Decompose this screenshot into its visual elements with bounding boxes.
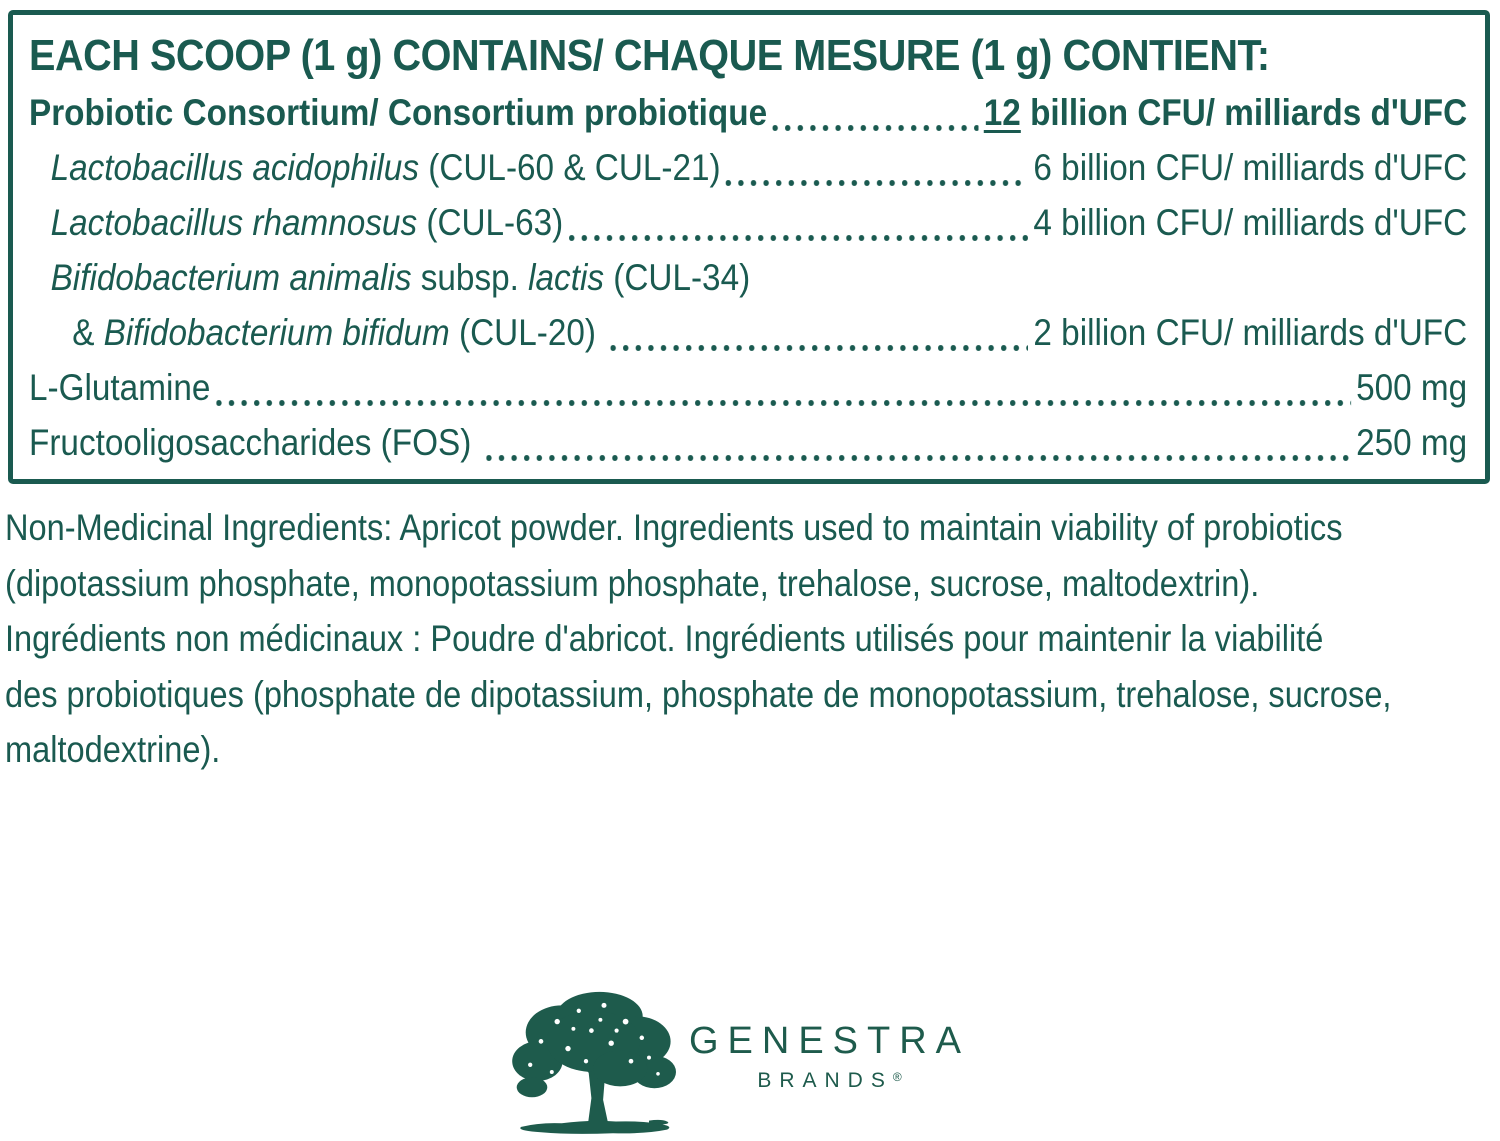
logo-sub-text: BRANDS — [757, 1069, 893, 1092]
ingredient-row — [29, 250, 1467, 305]
ingredient-name — [29, 415, 481, 470]
ingredient-rows — [29, 85, 1467, 470]
ingredient-amount — [1033, 305, 1467, 360]
text-fragment: Bifidobacterium bifidum — [103, 312, 450, 353]
notes-line-en-2: (dipotassium phosphate, monopotassium phosphate, trehalose, sucrose, maltodextrin). — [5, 562, 1260, 604]
ingredient-amount — [1356, 360, 1467, 415]
ingredient-row — [29, 140, 1467, 195]
text-fragment: Lactobacillus acidophilus — [50, 147, 419, 188]
text-fragment: (CUL-63) — [417, 202, 564, 243]
genestra-brands-logo — [505, 985, 972, 1141]
leader-dots — [486, 415, 1351, 470]
ingredient-amount — [1033, 140, 1467, 195]
text-fragment: 12 — [983, 92, 1021, 133]
text-fragment: 6 billion CFU/ milliards d'UFC — [1033, 147, 1468, 188]
text-fragment: L-Glutamine — [29, 367, 211, 408]
text-fragment: billion CFU/ milliards d'UFC — [1020, 92, 1468, 133]
notes-line-fr-1: Ingrédients non médicinaux : Poudre d'abricot. Ingrédients utilisés pour maintenir la viabilité — [5, 618, 1324, 659]
notes-line-en-1: Non-Medicinal Ingredients: Apricot powder. Ingredients used to maintain viability of probiotics — [5, 507, 1343, 548]
ingredient-row — [29, 85, 1467, 140]
notes-line-fr-2: des probiotiques (phosphate de dipotassium, phosphate de monopotassium, trehalose, sucrose, — [5, 673, 1392, 715]
leader-dots — [611, 305, 1028, 360]
panel-title: EACH SCOOP (1 g) CONTAINS/ CHAQUE MESURE (1 g) CONTIENT: — [29, 31, 1270, 80]
text-fragment: Probiotic Consortium/ Consortium probiotique — [29, 92, 768, 133]
ingredient-name — [29, 360, 210, 415]
text-fragment: Fructooligosaccharides (FOS) — [29, 422, 481, 463]
text-fragment: 500 mg — [1356, 367, 1468, 408]
text-fragment: (CUL-60 & CUL-21) — [418, 147, 721, 188]
panel-content — [29, 27, 1467, 470]
leader-dots — [773, 85, 979, 140]
logo-brand-name: GENESTRA — [688, 1020, 971, 1062]
text-fragment: Bifidobacterium animalis — [50, 257, 412, 298]
ingredient-amount — [984, 85, 1467, 140]
ingredient-row — [29, 415, 1467, 470]
supplement-facts-panel — [8, 10, 1490, 484]
logo-wordmark — [687, 1019, 972, 1095]
text-fragment: 2 billion CFU/ milliards d'UFC — [1033, 312, 1468, 353]
tree-icon — [505, 985, 685, 1141]
ingredient-row — [29, 195, 1467, 250]
ingredient-row — [29, 360, 1467, 415]
logo-brand-sub — [687, 1063, 972, 1095]
text-fragment: 4 billion CFU/ milliards d'UFC — [1033, 202, 1468, 243]
ingredient-name — [72, 305, 605, 360]
text-fragment: 250 mg — [1356, 422, 1468, 463]
leader-dots — [726, 140, 1028, 195]
notes-line-fr-3: maltodextrine). — [5, 729, 221, 770]
text-fragment: Lactobacillus rhamnosus — [50, 202, 418, 243]
ingredient-name — [51, 140, 721, 195]
leader-dots — [569, 195, 1028, 250]
ingredient-amount — [1356, 415, 1467, 470]
text-fragment: lactis — [528, 257, 605, 298]
non-medicinal-ingredients — [5, 500, 1492, 778]
text-fragment: & — [72, 312, 104, 353]
registered-trademark-symbol: ® — [892, 1070, 902, 1084]
ingredient-name — [29, 85, 767, 140]
ingredient-name — [51, 250, 751, 305]
leader-dots — [216, 360, 1351, 415]
ingredient-row — [29, 305, 1467, 360]
text-fragment: (CUL-34) — [604, 257, 751, 298]
text-fragment: subsp. — [411, 257, 529, 298]
text-fragment: (CUL-20) — [449, 312, 606, 353]
ingredient-amount — [1033, 195, 1467, 250]
ingredient-name — [51, 195, 564, 250]
